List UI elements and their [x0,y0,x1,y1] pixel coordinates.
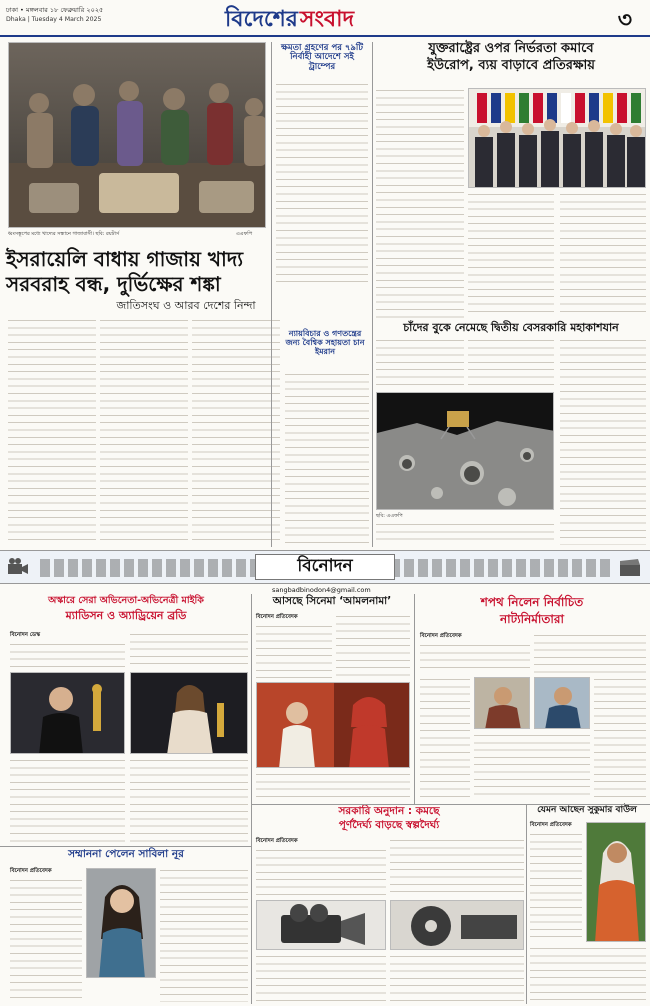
trump-headline: ক্ষমতা গ্রহণের পর ৭৯টি নির্বাহী আদেশে সই ট্রাম্পের [281,43,363,72]
sabila-body-col-2 [160,868,248,1002]
amalnama-body-col-2 [336,614,410,678]
clapperboard-icon [618,557,642,577]
sabila-photo [86,868,156,978]
col-divider [372,42,373,547]
gaza-crowd-image [9,43,266,228]
imran-body [285,372,369,545]
moon-body-col-2 [468,338,554,388]
oath-body-col-5 [474,733,590,797]
masthead-rule [0,35,650,37]
baul-body-col-2 [530,946,646,1002]
gaza-body-col-2 [100,318,188,545]
oscar-actress-photo [130,672,248,754]
amalnama-body-col-3 [256,772,410,802]
camera-icon [6,557,30,577]
gaza-body-col-1 [8,318,96,545]
oath-photo-2 [534,677,590,729]
grant-body-col-4 [390,954,524,1002]
grant-body-col-2 [390,838,524,898]
amalnama-poster [256,682,410,768]
grant-reel-photo [390,900,524,950]
col-divider [251,594,252,1004]
section-title-part-1: বিদেশের [225,7,298,32]
col-divider [526,804,527,1004]
grant-byline: বিনোদন প্রতিবেদক [256,838,298,844]
europe-leaders-photo [468,88,646,188]
oscar-body-col-1 [10,642,125,668]
entertainment-email: sangbadbinodon4@gmail.com [272,586,371,594]
gaza-body-col-3 [192,318,280,545]
amalnama-headline: আসছে সিনেমা ‘আমলনামা’ [272,595,392,607]
moon-surface-photo [376,392,554,510]
europe-body-col-3 [560,192,646,318]
baul-photo [586,822,646,942]
entertainment-banner [0,550,650,584]
actress-image [131,673,248,754]
row-divider [0,846,251,847]
section-title [225,2,354,32]
film-reel-image [391,901,524,950]
oscar-actor-photo [10,672,125,754]
oath-headline-line-1: শপথ নিলেন নির্বাচিত [480,595,584,609]
oscar-byline: বিনোদন ডেস্ক [10,632,41,638]
moon-body-col-1 [376,338,464,388]
europe-body-col-2 [468,192,554,318]
grant-body-col-1 [256,848,386,898]
oath-byline: বিনোদন প্রতিবেদক [420,633,462,639]
oath-body-col-3 [420,677,470,797]
baul-headline: যেমন আছেন সুকুমার বাউল [537,805,637,815]
gaza-headline-line-1: ইসরায়েলি বাধায় গাজায় খাদ্য [6,247,244,271]
europe-body-col-1 [376,88,464,318]
sabila-body-col-1 [10,878,82,1002]
grant-body-col-3 [256,954,386,1002]
gaza-headline-line-2: সরবরাহ বন্ধ, দুর্ভিক্ষের শঙ্কা [6,272,221,296]
gaza-photo [8,42,266,228]
oath-body-col-2 [534,633,646,673]
section-title-part-2: সংবাদ [299,7,355,32]
oscar-headline-line-2: ম্যাডিসন ও অ্যাড্রিয়েন ব্রডি [65,609,187,622]
gaza-photo-caption: ধ্বংসস্তূপের মধ্যে খাদ্যের সন্ধানে গাজাবাসী। ছবি: রয়টার্স [8,231,120,237]
oscar-body-col-3 [10,758,125,844]
banner-title: বিনোদন [297,556,353,576]
film-camera-image [257,901,386,950]
oscar-headline-line-1: অস্কারে সেরা অভিনেতা-অভিনেত্রী মাইকি [48,595,204,606]
oath-body-col-4 [594,677,646,797]
moon-headline: চাঁদের বুকে নেমেছে দ্বিতীয় বেসরকারি মহাকাশযান [403,321,619,334]
director-portrait-2 [535,678,590,729]
gaza-photo-credit: এএফপি [236,231,253,237]
oscar-body-col-4 [130,758,248,844]
amalnama-byline: বিনোদন প্রতিবেদক [256,614,298,620]
dateline-bn: ঢাকা • মঙ্গলবার ১৮ ফেব্রুয়ারি ২০২৫ [6,6,104,14]
grant-headline-line-1: সরকারি অনুদান : কমছে [338,805,440,817]
oscar-body-col-2 [130,632,248,668]
dateline-en: Dhaka | Tuesday 4 March 2025 [6,16,102,23]
baul-byline: বিনোদন প্রতিবেদক [530,822,572,828]
sabila-byline: বিনোদন প্রতিবেদক [10,868,52,874]
actor-image [11,673,125,754]
grant-camera-photo [256,900,386,950]
sabila-image [87,869,156,978]
row-divider [252,804,650,805]
europe-headline-line-1: যুক্তরাষ্ট্রের ওপর নির্ভরতা কমাবে [428,41,594,56]
baul-body-col-1 [530,832,582,942]
director-portrait-1 [475,678,530,729]
europe-headline-line-2: ইউরোপ, ব্যয় বাড়াবে প্রতিরক্ষায় [427,58,595,73]
gaza-subhead: জাতিসংঘ ও আরব দেশের নিন্দা [116,299,256,312]
moon-body-col-3 [560,338,646,545]
page-number: ৩ [617,8,632,33]
banner-title-box [255,554,395,580]
sabila-headline: সম্মাননা পেলেন সাবিলা নূর [68,848,184,860]
oath-body-col-1 [420,643,530,673]
col-divider [414,594,415,804]
amalnama-body-col-1 [256,624,332,678]
grant-headline-line-2: পূর্ণদৈর্ঘ্য বাড়ছে স্বল্পদৈর্ঘ্য [338,819,440,831]
moon-surface-image [377,393,554,510]
oath-headline-line-2: নাট্যনির্মাতারা [500,612,564,626]
moon-photo-caption: ছবি: এএফপি [376,513,403,519]
sukumar-baul-image [587,823,646,942]
eu-leaders-image [469,89,646,188]
col-divider [271,42,272,547]
imran-headline: ন্যায়বিচার ও গণতন্ত্রের জন্য বৈশ্বিক সহায়তা চান ইমরান [285,329,365,356]
amalnama-poster-image [257,683,410,768]
trump-body [276,82,368,282]
oath-photo-1 [474,677,530,729]
masthead [0,0,650,36]
moon-body-col-4 [376,522,554,545]
